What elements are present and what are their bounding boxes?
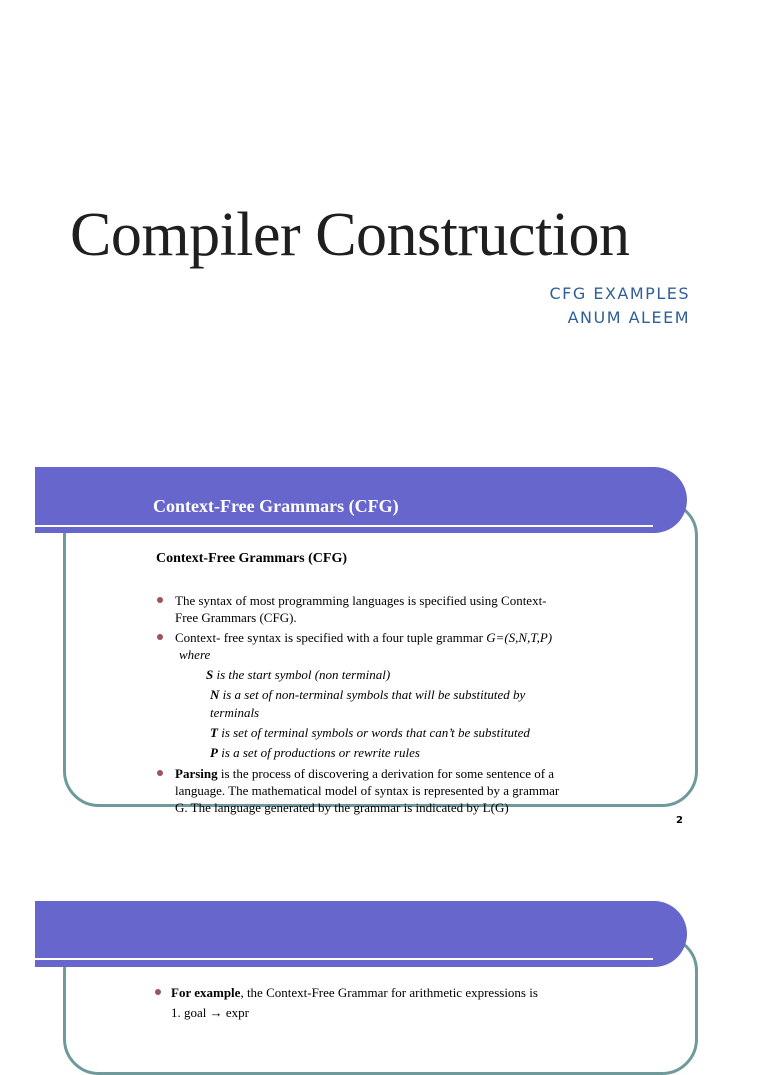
bullet-1-line-1: The syntax of most programming languages is specified using Context-: [175, 593, 547, 608]
bullet-3-line-2: language. The mathematical model of syntax is represented by a grammar: [175, 783, 560, 798]
symbol-t: T: [210, 725, 218, 740]
definition-t: [210, 724, 530, 741]
slide-2-heading: Context-Free Grammars (CFG): [156, 551, 348, 566]
definition-n-cont: terminals: [210, 705, 260, 720]
grammar-rule-1: 1. goal → expr: [171, 1005, 249, 1020]
term-for-example: For example: [171, 985, 241, 1000]
bullet-dot-icon: [157, 770, 163, 776]
definition-s-text: is the start symbol (non terminal): [213, 667, 391, 682]
grammar-tuple: G=(S,N,T,P): [486, 630, 553, 645]
page-number: 2: [676, 815, 683, 826]
bullet-dot-icon: [157, 634, 163, 640]
definition-t-text: is set of terminal symbols or words that can’t be substituted: [217, 725, 530, 740]
bullet-3-text: is the process of discovering a derivation for some sentence of a: [217, 766, 555, 781]
term-parsing: Parsing: [175, 766, 218, 781]
slide-2-banner-underline: [35, 525, 653, 527]
slide-2-banner-title: Context-Free Grammars (CFG): [153, 496, 399, 516]
bullet-dot-icon: [155, 989, 161, 995]
definition-n-text: is a set of non-terminal symbols that will be substituted by: [219, 687, 526, 702]
subtitle-author: ANUM ALEEM: [567, 308, 690, 327]
symbol-p: P: [210, 745, 218, 760]
bullet-2-line-1: [175, 629, 552, 646]
slide-3-banner-underline: [35, 958, 653, 960]
symbol-n: N: [210, 687, 220, 702]
definition-p: [210, 744, 420, 761]
slide-3-bullet-1: [171, 984, 538, 1001]
bullet-dot-icon: [157, 597, 163, 603]
definition-s: [206, 666, 390, 683]
presentation-title: Compiler Construction: [70, 201, 630, 269]
definition-n: [210, 686, 525, 703]
bullet-1-line-2: Free Grammars (CFG).: [175, 610, 297, 625]
bullet-3-line-1: [175, 765, 554, 782]
bullet-2-text: Context- free syntax is specified with a four tuple grammar: [175, 630, 487, 645]
symbol-s: S: [206, 667, 214, 682]
definition-p-text: is a set of productions or rewrite rules: [217, 745, 420, 760]
subtitle-topic: CFG EXAMPLES: [549, 284, 690, 303]
bullet-3-line-3: G. The language generated by the grammar is indicated by L(G): [175, 800, 509, 815]
slide-3-bullet-1-text: , the Context-Free Grammar for arithmetic expressions is: [240, 985, 538, 1000]
bullet-2-line-2: where: [179, 647, 211, 662]
